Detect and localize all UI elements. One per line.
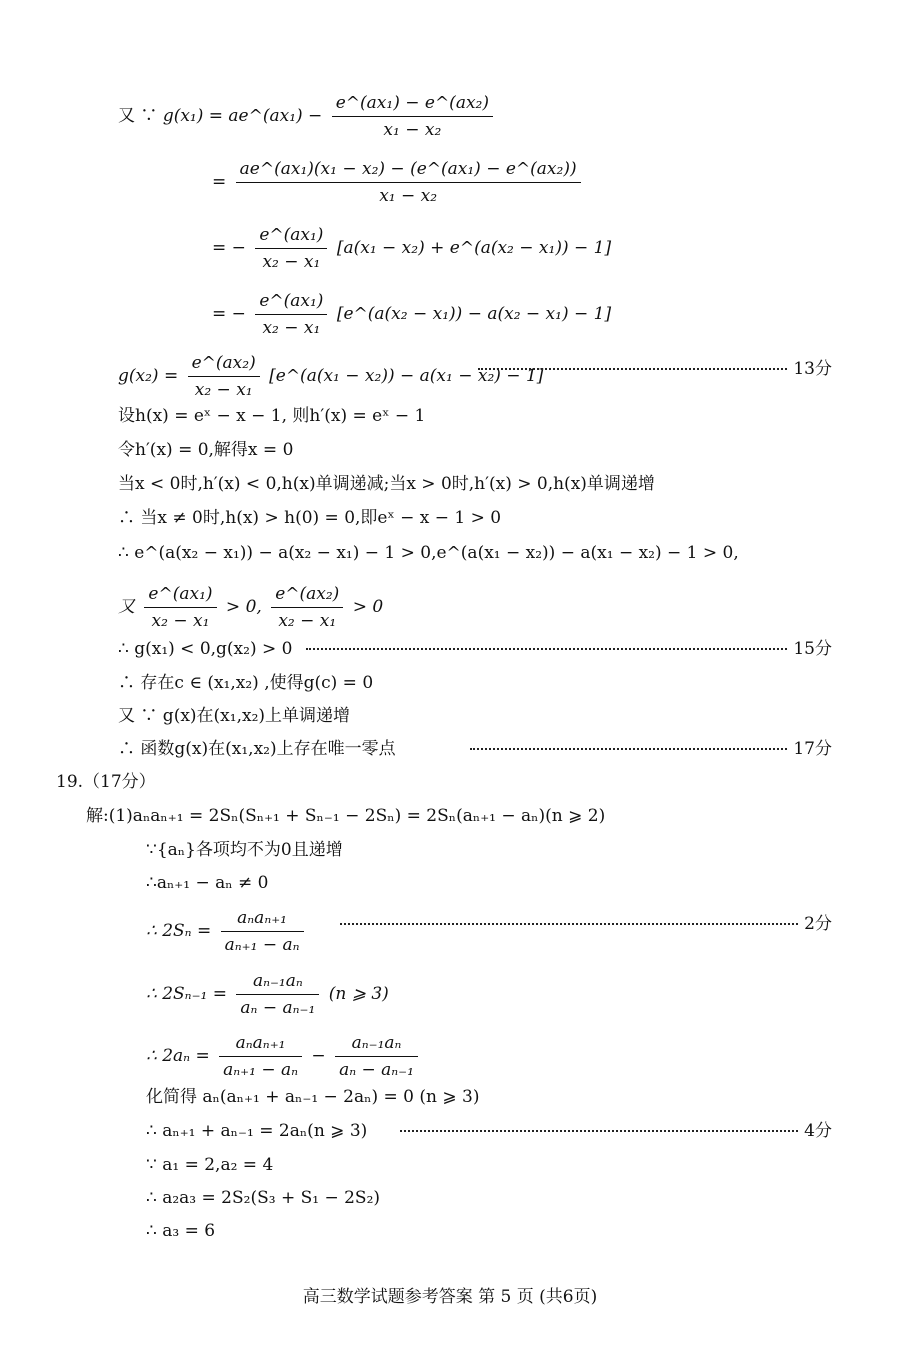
g1-line2-denominator: x₁ − x₂ (379, 186, 438, 207)
step6-denominator-2: aₙ − aₙ₋₁ (339, 1060, 414, 1081)
positivity-end: > 0 (352, 597, 384, 618)
g2-bracket: [e^(a(x₁ − x₂)) − a(x₁ − x₂) − 1] (269, 366, 544, 387)
positivity-fraction-1 (144, 583, 216, 632)
sign-line (0, 632, 900, 666)
monotonic-g-text: 又 ∵ g(x)在(x₁,x₂)上单调递增 (118, 706, 351, 726)
h-root-text: 令h′(x) = 0,解得x = 0 (118, 440, 294, 460)
score-leader (470, 732, 832, 766)
q19-step-6 (0, 1032, 900, 1081)
q19-a3-line (0, 1214, 900, 1248)
step5-denominator: aₙ − aₙ₋₁ (240, 998, 316, 1019)
h-definition-text: 设h(x) = eˣ − x − 1, 则h′(x) = eˣ − 1 (118, 406, 426, 426)
equals-minus-sign: = − (212, 304, 246, 325)
existence-line (0, 666, 900, 700)
g1-line4-fraction (255, 290, 327, 339)
q19-recurrence-line (0, 1114, 900, 1148)
g1-line1-lhs: g(x₁) = ae^(ax₁) − (162, 106, 323, 127)
positivity-prefix: 又 (118, 597, 135, 618)
score-leader (478, 352, 832, 386)
step6-operator: − (311, 1046, 326, 1067)
h-positive-text: ∴ 当x ≠ 0时,h(x) > h(0) = 0,即eˣ − x − 1 > 0 (118, 508, 502, 528)
g1-line1-denominator: x₁ − x₂ (383, 120, 442, 141)
g1-line3-denominator: x₂ − x₁ (262, 252, 321, 273)
g1-line4-numerator: e^(ax₁) (255, 290, 327, 315)
step6-numerator-1: aₙaₙ₊₁ (219, 1032, 302, 1057)
h-root-line (0, 433, 900, 467)
page-footer: 高三数学试题参考答案 第 5 页 (共6页) (302, 1287, 598, 1307)
score-leader (306, 632, 832, 666)
g1-line3-bracket: [a(x₁ − x₂) + e^(a(x₂ − x₁)) − 1] (336, 238, 612, 259)
step5-condition: (n ⩾ 3) (328, 984, 389, 1005)
g2-lhs: g(x₂) = (118, 366, 179, 387)
g2-denominator: x₂ − x₁ (194, 380, 253, 401)
existence-text: ∴ 存在c ∈ (x₁,x₂) ,使得g(c) = 0 (118, 673, 374, 693)
step5-prefix: ∴ 2Sₙ₋₁ = (146, 984, 228, 1005)
g1-line-2 (0, 158, 900, 207)
sign-text: ∴ g(x₁) < 0,g(x₂) > 0 (118, 639, 293, 659)
g1-line4-bracket: [e^(a(x₂ − x₁)) − a(x₂ − x₁) − 1] (336, 304, 612, 325)
positivity-denominator-2: x₂ − x₁ (278, 611, 337, 632)
g1-line-4 (0, 290, 900, 339)
step4-prefix: ∴ 2Sₙ = (146, 921, 212, 942)
exp-inequality-line (0, 536, 900, 570)
positivity-middle: > 0, (225, 597, 262, 618)
positivity-numerator-1: e^(ax₁) (144, 583, 216, 608)
q19-step-4 (0, 907, 900, 956)
step4-denominator: aₙ₊₁ − aₙ (224, 935, 300, 956)
positivity-numerator-2: e^(ax₂) (271, 583, 343, 608)
step6-denominator-1: aₙ₊₁ − aₙ (223, 1060, 299, 1081)
q19-line-1 (0, 799, 900, 833)
g1-prefix: 又 ∵ (118, 106, 158, 127)
step6-prefix: ∴ 2aₙ = (146, 1046, 210, 1067)
q19-initial-line (0, 1148, 900, 1182)
score-4: 4分 (804, 1121, 832, 1141)
g1-line3-fraction (255, 224, 327, 273)
score-13: 13分 (793, 359, 832, 379)
q19-line3-text: ∴aₙ₊₁ − aₙ ≠ 0 (146, 873, 269, 893)
positivity-line (0, 583, 900, 632)
positivity-fraction-2 (271, 583, 343, 632)
g1-line3-numerator: e^(ax₁) (255, 224, 327, 249)
a2a3-text: ∴ a₂a₃ = 2S₂(S₃ + S₁ − 2S₂) (146, 1188, 381, 1208)
q19-simplify-line (0, 1080, 900, 1114)
a3-text: ∴ a₃ = 6 (146, 1221, 216, 1241)
g1-line4-denominator: x₂ − x₁ (262, 318, 321, 339)
h-definition-line (0, 399, 900, 433)
step5-numerator: aₙ₋₁aₙ (236, 970, 319, 995)
recurrence-text: ∴ aₙ₊₁ + aₙ₋₁ = 2aₙ(n ⩾ 3) (146, 1121, 368, 1141)
g2-numerator: e^(ax₂) (188, 352, 260, 377)
positivity-denominator-1: x₂ − x₁ (151, 611, 210, 632)
q19-line-2 (0, 833, 900, 867)
step6-fraction-2 (335, 1032, 418, 1081)
initial-values-text: ∵ a₁ = 2,a₂ = 4 (146, 1155, 274, 1175)
exp-inequality-text: ∴ e^(a(x₂ − x₁)) − a(x₂ − x₁) − 1 > 0,e^(a(x₁ − x₂)) − a(x₁ − x₂) − 1 > 0, (118, 543, 739, 563)
unique-zero-text: ∴ 函数g(x)在(x₁,x₂)上存在唯一零点 (118, 739, 396, 759)
step5-fraction (236, 970, 319, 1019)
score-leader (340, 907, 832, 941)
q19-a2a3-line (0, 1181, 900, 1215)
score-17: 17分 (793, 739, 832, 759)
simplify-text: 化简得 aₙ(aₙ₊₁ + aₙ₋₁ − 2aₙ) = 0 (n ⩾ 3) (146, 1087, 480, 1107)
equals-sign: = (212, 172, 227, 193)
score-2: 2分 (804, 914, 832, 934)
q19-line1-text: 解:(1)aₙaₙ₊₁ = 2Sₙ(Sₙ₊₁ + Sₙ₋₁ − 2Sₙ) = 2Sₙ(aₙ₊₁ − aₙ)(n ⩾ 2) (86, 806, 606, 826)
unique-zero-line (0, 732, 900, 766)
score-15: 15分 (793, 639, 832, 659)
g1-line1-fraction (332, 92, 493, 141)
h-monotonic-text: 当x < 0时,h′(x) < 0,h(x)单调递减;当x > 0时,h′(x) > 0,h(x)单调递增 (118, 474, 655, 494)
step4-numerator: aₙaₙ₊₁ (221, 907, 304, 932)
g2-fraction (188, 352, 260, 401)
score-leader (400, 1114, 832, 1148)
g1-line-1 (0, 92, 900, 141)
q19-line-3 (0, 866, 900, 900)
g1-line-3 (0, 224, 900, 273)
step6-numerator-2: aₙ₋₁aₙ (335, 1032, 418, 1057)
q19-header-line (0, 765, 900, 799)
step4-fraction (221, 907, 304, 956)
q19-header: 19.（17分） (56, 772, 156, 792)
g1-line2-fraction (236, 158, 581, 207)
h-positive-line (0, 501, 900, 535)
monotonic-g-line (0, 699, 900, 733)
equals-minus-sign: = − (212, 238, 246, 259)
g1-line1-numerator: e^(ax₁) − e^(ax₂) (332, 92, 493, 117)
q19-line2-text: ∵{aₙ}各项均不为0且递增 (146, 840, 343, 860)
g2-line (0, 352, 900, 401)
q19-step-5 (0, 970, 900, 1019)
step6-fraction-1 (219, 1032, 302, 1081)
g1-line2-numerator: ae^(ax₁)(x₁ − x₂) − (e^(ax₁) − e^(ax₂)) (236, 158, 581, 183)
h-monotonic-line (0, 467, 900, 501)
